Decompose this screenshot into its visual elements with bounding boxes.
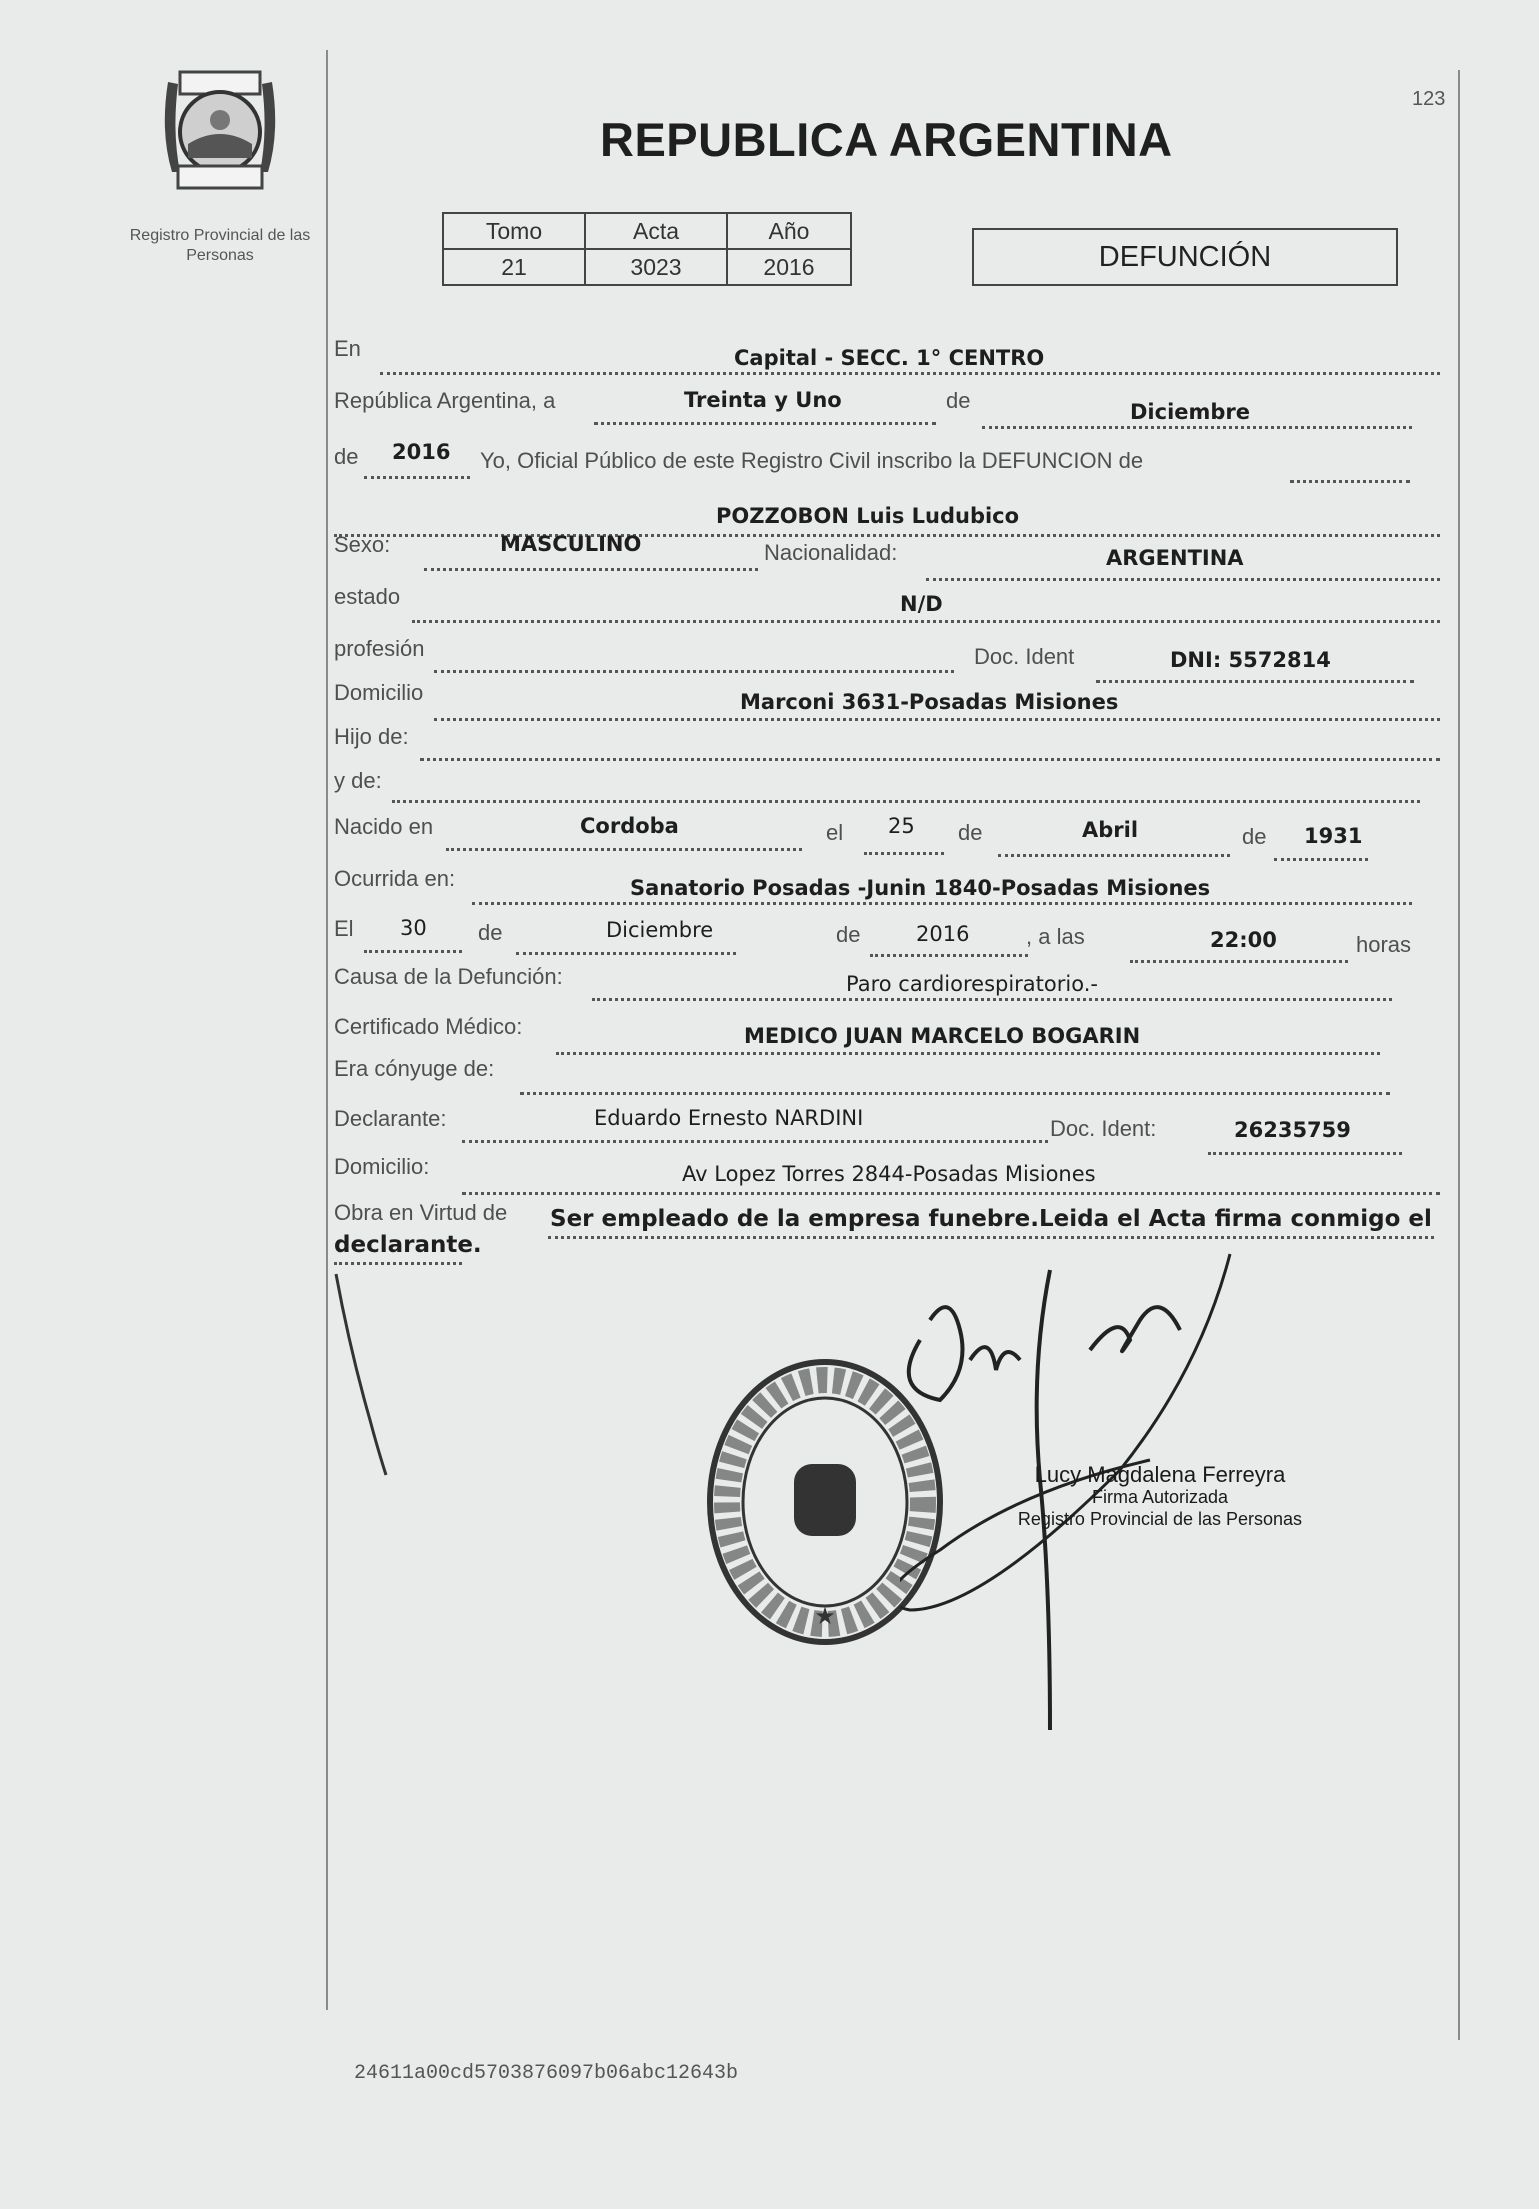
col-tomo-header: Tomo — [443, 213, 585, 249]
signatory-office: Registro Provincial de las Personas — [1017, 1509, 1303, 1529]
dom2-value: Av Lopez Torres 2844-Posadas Misiones — [682, 1162, 1096, 1186]
hora-value: 22:00 — [1210, 928, 1277, 952]
horas-label: horas — [1356, 932, 1412, 957]
row-nacido — [330, 814, 1440, 854]
ocurrida-label: Ocurrida en: — [334, 866, 456, 891]
intro-text: Yo, Oficial Público de este Registro Civil inscribo la DEFUNCION de — [480, 448, 1144, 473]
doc2-label: Doc. Ident: — [1050, 1116, 1157, 1141]
row-en — [330, 336, 1440, 376]
yde-label: y de: — [334, 768, 382, 793]
de-label-1: de — [946, 388, 971, 413]
dom2-label: Domicilio: — [334, 1154, 430, 1179]
doc-label: Doc. Ident — [974, 644, 1075, 669]
row-causa — [330, 964, 1440, 1004]
year-value: 2016 — [392, 440, 451, 464]
day-words: Treinta y Uno — [684, 388, 842, 412]
republica-label: República Argentina, a — [334, 388, 556, 413]
row-certificado — [330, 1014, 1440, 1054]
row-estado — [330, 584, 1440, 624]
obra-text-1: Ser empleado de la empresa funebre.Leida el Acta firma conmigo el — [550, 1206, 1432, 1232]
alas-label: , a las — [1026, 924, 1085, 949]
deceased-name: POZZOBON Luis Ludubico — [716, 504, 1020, 528]
conyuge-label: Era cónyuge de: — [334, 1056, 495, 1081]
death-month: Diciembre — [606, 918, 714, 942]
document-hash: 24611a00cd5703876097b06abc12643b — [354, 2062, 739, 2085]
nacionalidad-value: ARGENTINA — [1106, 546, 1244, 570]
row-profesion — [330, 636, 1440, 676]
nacido-label: Nacido en — [334, 814, 434, 839]
tomo-value: 21 — [443, 249, 585, 285]
de-label-5: de — [478, 920, 503, 945]
certificado-value: MEDICO JUAN MARCELO BOGARIN — [744, 1024, 1141, 1048]
col-anio-header: Año — [727, 213, 851, 249]
obra-text-2: declarante. — [334, 1232, 482, 1258]
record-kind-box: DEFUNCIÓN — [972, 228, 1398, 286]
place-value: Capital - SECC. 1° CENTRO — [734, 346, 1045, 370]
de-label-4: de — [1242, 824, 1267, 849]
nacionalidad-label: Nacionalidad: — [764, 540, 898, 565]
row-fecha — [330, 388, 1440, 428]
doc2-value: 26235759 — [1234, 1118, 1351, 1142]
row-fecha-defuncion — [330, 916, 1440, 956]
row-domicilio-declarante — [330, 1154, 1440, 1194]
row-declarante — [330, 1106, 1440, 1146]
row-name — [330, 490, 1440, 530]
de-label-3: de — [958, 820, 983, 845]
certificado-label: Certificado Médico: — [334, 1014, 523, 1039]
birth-day: 25 — [888, 814, 915, 838]
signatory-name: Lucy Magdalena Ferreyra — [1034, 1462, 1286, 1487]
birth-year: 1931 — [1304, 824, 1363, 848]
el-label: el — [826, 820, 844, 845]
pen-stroke-mark — [330, 1270, 400, 1480]
doc-value: DNI: 5572814 — [1170, 648, 1331, 672]
causa-value: Paro cardiorespiratorio.- — [846, 972, 1098, 996]
month-value: Diciembre — [1130, 400, 1251, 424]
signatory-role: Firma Autorizada — [1091, 1487, 1229, 1507]
row-hijo — [330, 724, 1440, 764]
anio-value: 2016 — [727, 249, 851, 285]
domicilio-label: Domicilio — [334, 680, 424, 705]
right-margin-rule — [1458, 70, 1460, 2040]
row-ocurrida — [330, 866, 1440, 906]
de-label-6: de — [836, 922, 861, 947]
registry-name: Registro Provincial de las Personas — [129, 227, 311, 264]
sexo-value: MASCULINO — [500, 532, 642, 556]
en-label: En — [334, 336, 361, 361]
provincial-seal-icon — [150, 62, 290, 202]
death-day: 30 — [400, 916, 427, 940]
causa-label: Causa de la Defunción: — [334, 964, 563, 989]
hijo-label: Hijo de: — [334, 724, 409, 749]
page-number: 123 — [1412, 88, 1446, 110]
domicilio-value: Marconi 3631-Posadas Misiones — [740, 690, 1119, 714]
obra-label: Obra en Virtud de — [334, 1200, 508, 1225]
death-year: 2016 — [916, 922, 970, 946]
row-conyuge — [330, 1056, 1440, 1096]
declarante-value: Eduardo Ernesto NARDINI — [594, 1106, 864, 1130]
declarante-label: Declarante: — [334, 1106, 447, 1131]
row-sexo — [330, 532, 1440, 572]
col-acta-header: Acta — [585, 213, 727, 249]
acta-reference-table — [442, 212, 852, 286]
estado-value: N/D — [900, 592, 943, 616]
el2-label: El — [334, 916, 354, 941]
row-intro — [330, 440, 1440, 480]
acta-value: 3023 — [585, 249, 727, 285]
signatory-block — [1000, 1464, 1320, 1530]
nacido-value: Cordoba — [580, 814, 679, 838]
ocurrida-value: Sanatorio Posadas -Junin 1840-Posadas Misiones — [630, 876, 1211, 900]
sexo-label: Sexo: — [334, 532, 391, 557]
estado-label: estado — [334, 584, 401, 609]
left-margin-rule — [326, 50, 328, 2010]
row-yde — [330, 768, 1440, 808]
document-title: REPUBLICA ARGENTINA — [600, 113, 1173, 166]
svg-text:★: ★ — [814, 1603, 836, 1630]
profesion-label: profesión — [334, 636, 425, 661]
birth-month: Abril — [1082, 818, 1139, 842]
row-domicilio — [330, 680, 1440, 720]
de-label-2: de — [334, 444, 359, 469]
